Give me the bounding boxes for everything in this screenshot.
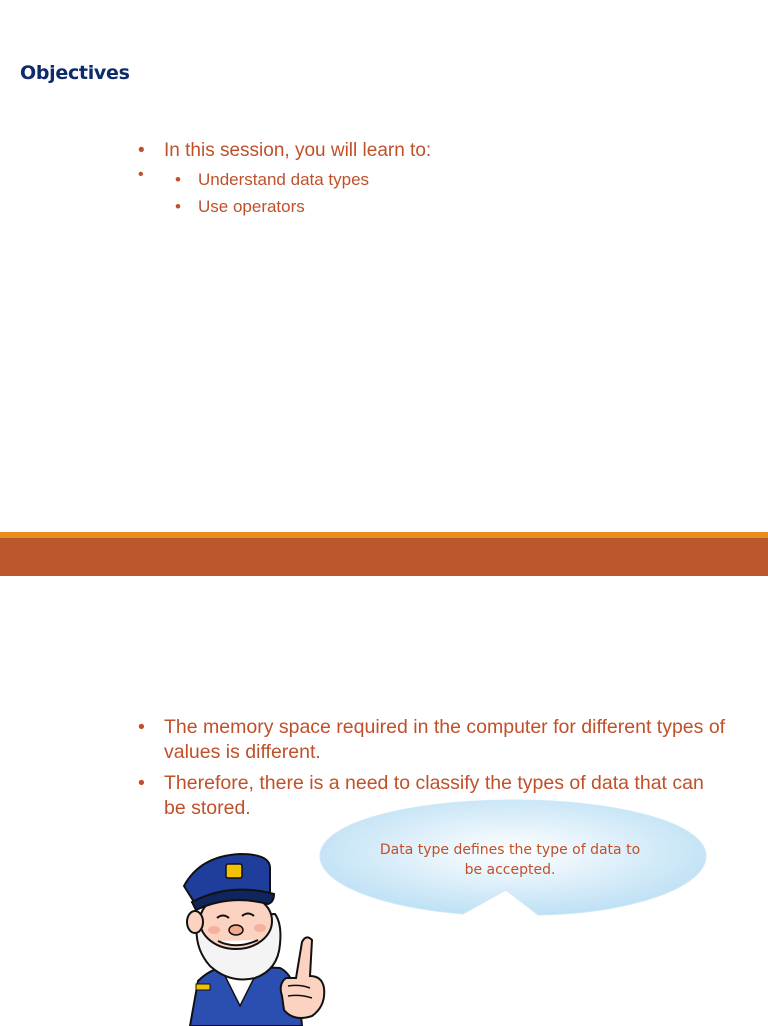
bullet-item	[138, 715, 728, 765]
bullet-text: The memory space required in the computer for different types of values is different.	[164, 716, 726, 763]
sub-bullet-text: Understand data types	[198, 170, 370, 189]
slide-data-types	[0, 576, 768, 1024]
sub-bullet-text: Use operators	[198, 197, 305, 216]
sub-bullet-group	[138, 166, 698, 220]
sub-bullet-item	[174, 166, 698, 193]
captain-pointing-icon	[170, 846, 335, 1026]
callout-text	[360, 840, 660, 880]
bullet-text: Therefore, there is a need to classify the types of data that can be stored.	[164, 772, 704, 819]
divider-band	[0, 538, 768, 576]
bullet-text: In this session, you will learn to:	[164, 140, 432, 161]
sub-bullet-item	[174, 193, 698, 220]
callout-line-1: Data type defines the type of data to	[379, 842, 641, 858]
callout-line-2: be accepted.	[464, 862, 556, 878]
bullet-item	[138, 139, 698, 163]
objectives-list	[138, 139, 698, 220]
slide-title: Objectives	[20, 62, 130, 84]
